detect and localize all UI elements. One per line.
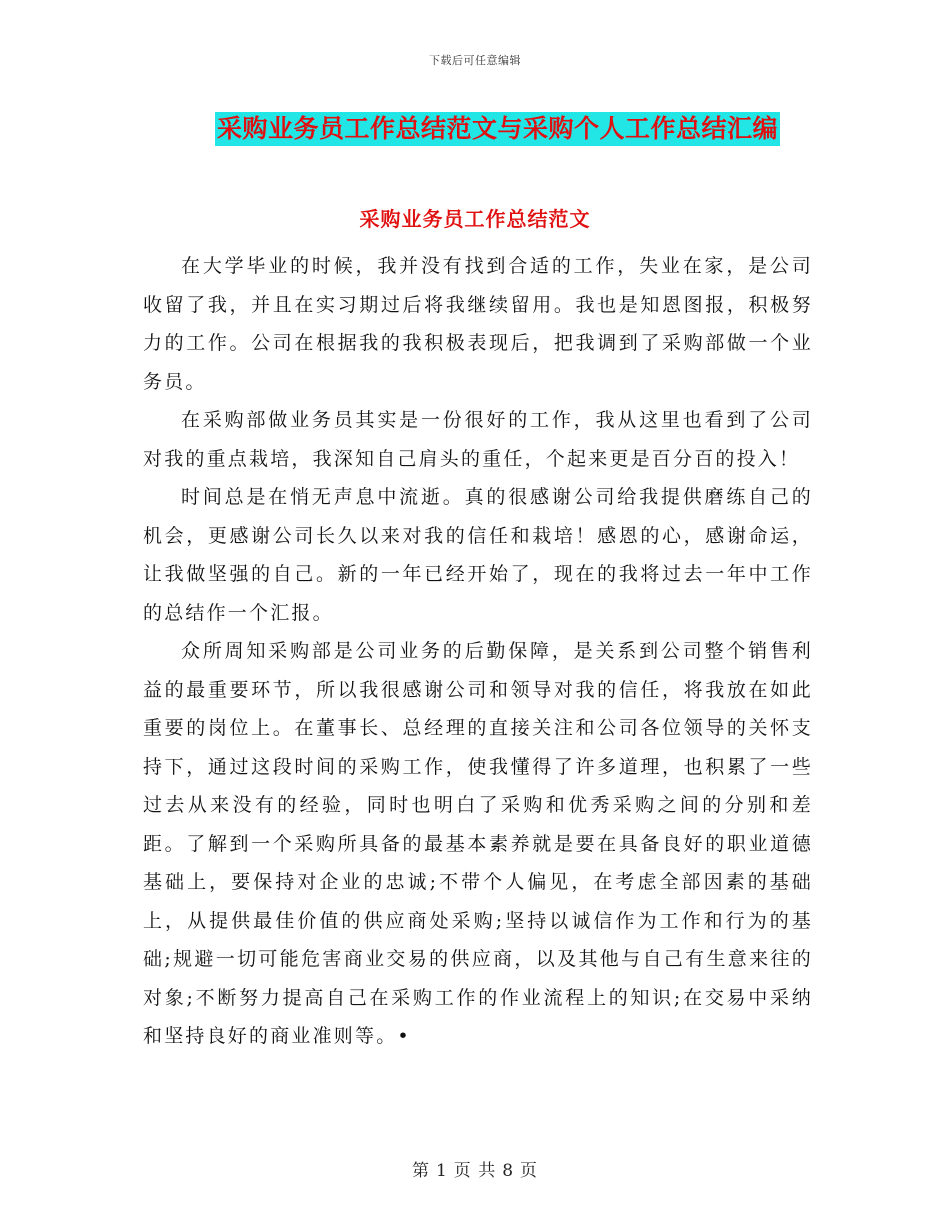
section-title: 采购业务员工作总结范文 — [359, 207, 591, 231]
document-title-container — [0, 112, 950, 146]
body-paragraph: 在大学毕业的时候，我并没有找到合适的工作，失业在家，是公司收留了我，并且在实习期过后将我继续留用。我也是知恩图报，积极努力的工作。公司在根据我的我积极表现后，把我调到了采购部做一个业务员。 — [143, 255, 813, 393]
total-pages: 8 — [502, 1161, 515, 1181]
body-paragraph: 众所周知采购部是公司业务的后勤保障，是关系到公司整个销售利益的最重要环节，所以我很感谢公司和领导对我的信任，将我放在如此重要的岗位上。在董事长、总经理的直接关注和公司各位领导的关怀支持下，通过这段时间的采购工作，使我懂得了许多道理，也积累了一些过去从来没有的经验，同时也明白了采购和优秀采购之间的分别和差距。了解到一个采购所具备的最基本素养就是要在具备良好的职业道德基础上，要保持对企业的忠诚;不带个人偏见，在考虑全部因素的基础上，从提供最佳价值的供应商处采购;坚持以诚信作为工作和行为的基础;规避一切可能危害商业交易的供应商，以及其他与自己有生意来往的对象;不断努力提高自己在采购工作的作业流程上的知识;在交易中采纳和坚持良好的商业准则等。• — [143, 640, 813, 1047]
page-number: 1 — [435, 1161, 448, 1181]
page-label-mid: 页 共 — [453, 1161, 497, 1181]
header-note: 下载后可任意编辑 — [429, 54, 521, 67]
page-label-suffix: 页 — [520, 1161, 539, 1181]
body-paragraph: 在采购部做业务员其实是一份很好的工作，我从这里也看到了公司对我的重点栽培，我深知自己肩头的重任，个起来更是百分百的投入！ — [143, 409, 813, 470]
page-footer — [0, 1156, 950, 1181]
document-title: 采购业务员工作总结范文与采购个人工作总结汇编 — [215, 112, 780, 146]
document-body — [143, 247, 813, 1056]
body-paragraph: 时间总是在悄无声息中流逝。真的很感谢公司给我提供磨练自己的机会，更感谢公司长久以来对我的信任和栽培！感恩的心，感谢命运，让我做坚强的自己。新的一年已经开始了，现在的我将过去一年中工作的总结作一个汇报。 — [143, 486, 813, 624]
page-label-prefix: 第 — [411, 1161, 430, 1181]
